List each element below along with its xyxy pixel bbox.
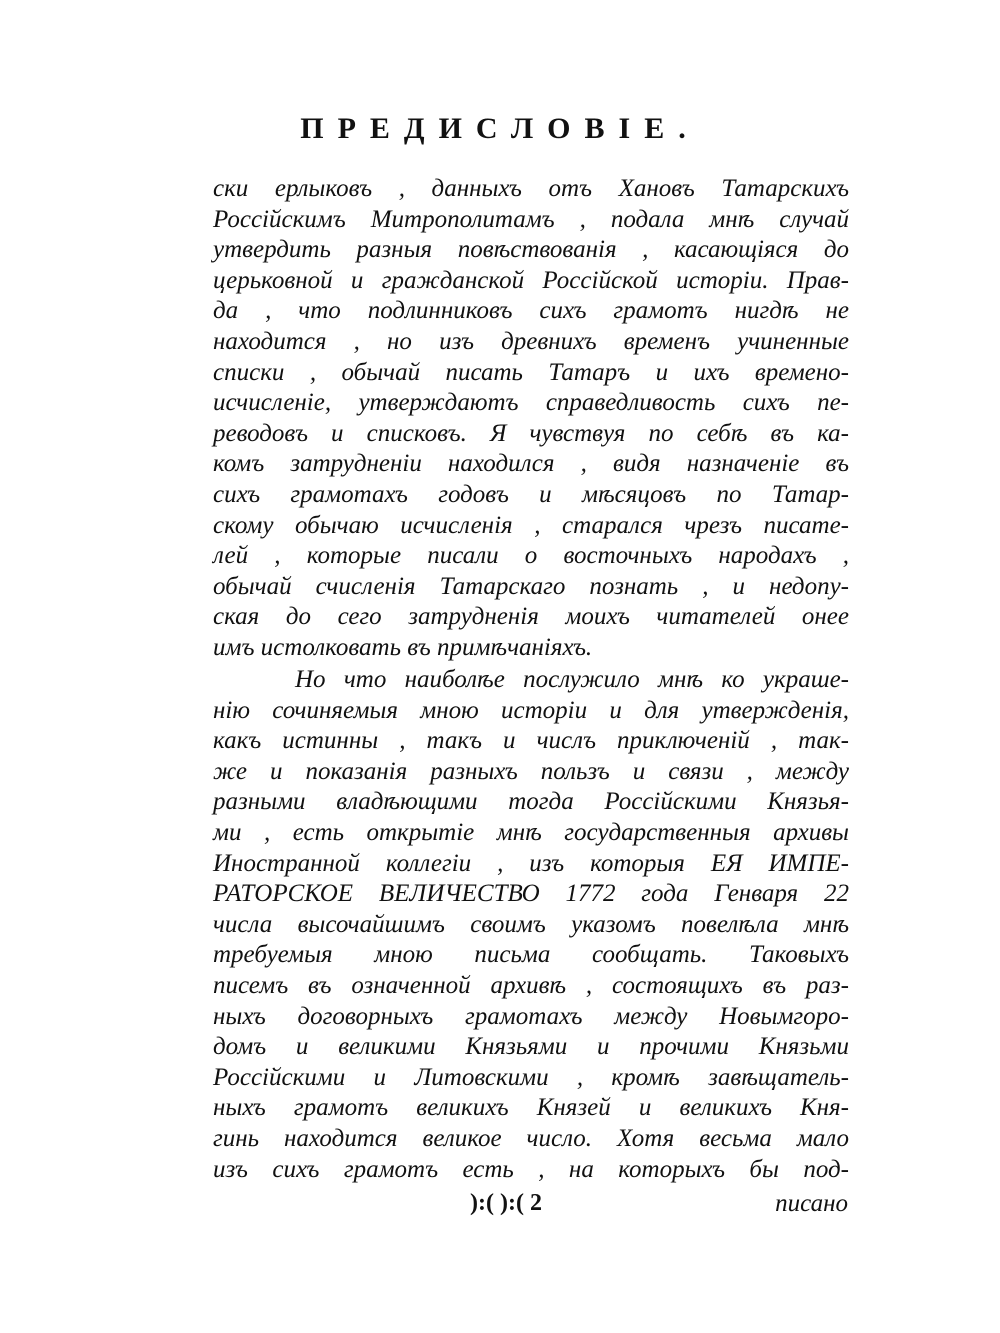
text-line: домъ и великими Князьями и прочими Князьми: [213, 1033, 849, 1061]
text-line: Россійскими и Литовскими , кромѣ завѣщатель-: [213, 1063, 849, 1091]
text-line: утвердить разныя повѣствованія , касающіяся до: [213, 236, 849, 264]
text-line: числа высочайшимъ своимъ указомъ повелѣла мнѣ: [213, 910, 849, 938]
text-line: ми , есть открытіе мнѣ государственныя архивы: [213, 818, 849, 846]
text-line: разными владѣющими тогда Россійскими Князья-: [213, 788, 849, 816]
paragraph: [213, 665, 849, 1185]
text-line: реводовъ и списковъ. Я чувствуя по себѣ въ ка-: [213, 419, 849, 447]
text-line: РАТОРСКОЕ ВЕЛИЧЕСТВО 1772 года Генваря 22: [213, 880, 849, 908]
printer-signature-mark: ):( ):( 2: [470, 1190, 542, 1216]
text-line: нію сочиняемыя мною исторіи и для утвержденія,: [213, 696, 849, 724]
text-line: да , что подлинниковъ сихъ грамотъ нигдѣ не: [213, 297, 849, 325]
text-line: комъ затрудненіи находился , видя назначеніе въ: [213, 450, 849, 478]
text-line: находится , но изъ древнихъ временъ учиненные: [213, 327, 849, 355]
text-line: скому обычаю исчисленія , старался чрезъ писате-: [213, 511, 849, 539]
text-line: обычай счисленія Татарскаго познать , и недопу-: [213, 572, 849, 600]
text-line: Но что наиболѣе послужило мнѣ ко украше-: [295, 666, 849, 693]
text-line: гинь находится великое число. Хотя весьма мало: [213, 1124, 849, 1152]
text-line: писемъ въ означенной архивѣ , состоящихъ въ раз-: [213, 971, 849, 999]
text-line: церьковной и гражданской Россійской исторіи. Прав-: [213, 266, 849, 294]
text-line: Иностранной коллегіи , изъ которыя ЕЯ ИМПЕ-: [213, 849, 849, 877]
text-line: ски ерлыковъ , данныхъ отъ Хановъ Татарскихъ: [213, 175, 849, 202]
text-line: Россійскимъ Митрополитамъ , подала мнѣ случай: [213, 205, 849, 233]
catchword: писано: [775, 1190, 848, 1217]
text-line: какъ истинны , такъ и числъ приключеній , так-: [213, 727, 849, 755]
page-body-text: [213, 174, 849, 1185]
text-line: имъ истолковать въ примѣчаніяхъ.: [213, 633, 593, 661]
text-line: ская до сего затрудненія моихъ читателей онее: [213, 603, 849, 631]
paragraph: [213, 174, 849, 664]
page-title: ПРЕДИСЛОВІЕ.: [300, 112, 700, 145]
text-line: лей , которые писали о восточныхъ народахъ ,: [213, 542, 849, 570]
text-line: же и показанія разныхъ пользъ и связи , между: [213, 757, 849, 785]
text-line: сихъ грамотахъ годовъ и мѣсяцовъ по Татар-: [213, 480, 849, 508]
text-line: исчисленіе, утверждаютъ справедливость сихъ пе-: [213, 389, 849, 417]
text-line: списки , обычай писать Татаръ и ихъ времено-: [213, 358, 849, 386]
text-line: изъ сихъ грамотъ есть , на которыхъ бы под-: [213, 1155, 849, 1183]
text-line: требуемыя мною письма сообщать. Таковыхъ: [213, 941, 849, 969]
text-line: ныхъ договорныхъ грамотахъ между Новымгоро-: [213, 1002, 849, 1030]
text-line: ныхъ грамотъ великихъ Князей и великихъ Кня-: [213, 1094, 849, 1122]
